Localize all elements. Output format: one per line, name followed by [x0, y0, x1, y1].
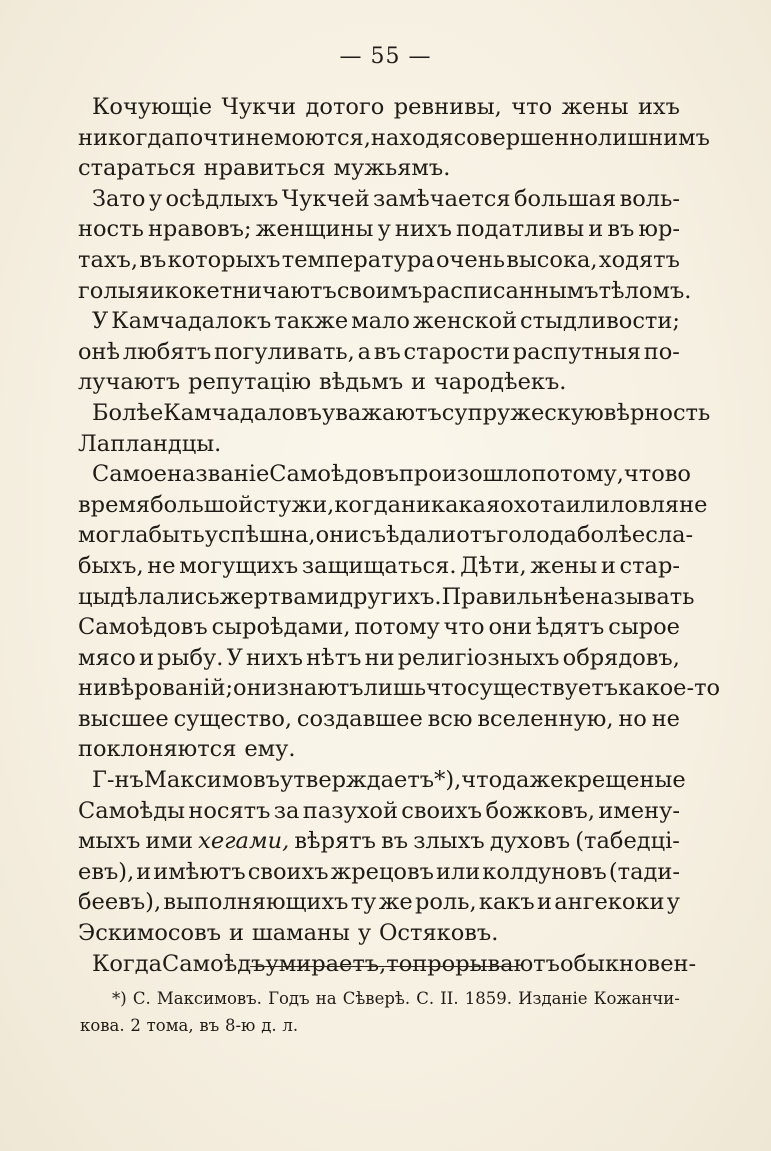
word: податливы — [456, 216, 585, 243]
word: ни — [364, 644, 395, 671]
word: II. — [440, 989, 459, 1008]
body-line — [78, 582, 695, 613]
word: Самое — [92, 461, 167, 488]
body-line — [78, 367, 680, 398]
word: злыхъ — [413, 828, 485, 855]
word: же — [378, 889, 413, 916]
word: и — [149, 277, 165, 304]
word: 1859. — [464, 989, 512, 1008]
word: супружескую — [441, 399, 604, 426]
word: произошло — [398, 461, 532, 488]
word: Правильнѣе — [441, 583, 586, 610]
word: хегами, — [198, 828, 290, 855]
body-line — [78, 643, 680, 674]
word: время — [78, 491, 151, 518]
word: Чукчи — [221, 94, 297, 120]
word: стужи, — [253, 491, 335, 518]
word: жены — [561, 94, 629, 120]
word: голыя — [78, 277, 150, 304]
footnote-line — [80, 985, 680, 1012]
body-line — [78, 153, 680, 184]
word: ловля — [610, 491, 680, 518]
word: они — [233, 675, 277, 702]
body-line — [78, 398, 711, 429]
word: нѣтъ — [306, 644, 362, 671]
word: не — [147, 552, 176, 579]
word: С. — [132, 989, 151, 1008]
word: совершенно — [453, 124, 598, 151]
word: поклоняются — [78, 736, 237, 763]
word: и — [139, 644, 154, 671]
body-line — [78, 796, 680, 827]
word: пазухой — [302, 797, 398, 824]
word: духовъ — [489, 828, 571, 855]
word: что — [623, 461, 665, 488]
word: ѣдятъ — [535, 614, 605, 641]
word: жены — [530, 552, 598, 579]
word: чародѣекъ. — [433, 369, 567, 396]
word: находя — [370, 124, 454, 151]
word: С. — [416, 989, 435, 1008]
word: ими — [145, 828, 194, 855]
word: въ — [381, 828, 409, 855]
word: успѣшна, — [204, 522, 316, 549]
word: какъ — [478, 889, 535, 916]
word: вѣрность — [603, 399, 711, 426]
body-line — [78, 459, 691, 490]
body-line — [78, 704, 680, 735]
word: дѣлались — [110, 583, 220, 610]
word: ходятъ — [598, 246, 680, 273]
word: даже — [502, 767, 564, 794]
footnote-line — [80, 1012, 680, 1039]
word: температура — [281, 246, 435, 273]
word: также — [274, 308, 349, 335]
word: д. — [261, 1016, 277, 1035]
word: юр- — [638, 216, 680, 243]
word: погуливать, — [214, 338, 355, 365]
word: вѣрятъ — [294, 828, 376, 855]
body-line — [78, 826, 680, 857]
word: въ — [199, 1016, 220, 1035]
word: Сѣверѣ. — [342, 989, 411, 1008]
word: что — [443, 614, 485, 641]
body-line — [78, 184, 680, 215]
word: не — [245, 124, 274, 151]
word: вѣдьмъ — [319, 369, 404, 396]
word: которыхъ — [167, 246, 281, 273]
word: высока, — [506, 246, 598, 273]
word: потому, — [531, 461, 624, 488]
word: лишнимъ — [597, 124, 710, 151]
word: Дѣти, — [460, 552, 527, 579]
word: отъ — [456, 522, 497, 549]
word: у — [148, 185, 163, 212]
body-text — [78, 92, 721, 979]
body-line — [78, 918, 680, 949]
word: и — [588, 216, 604, 243]
word: не — [679, 491, 708, 518]
word: Когда — [92, 950, 163, 977]
word: а — [357, 338, 372, 365]
body-line — [78, 92, 680, 123]
word: У — [92, 308, 109, 335]
word: Самоѣдовъ — [78, 614, 208, 641]
word: создавшее — [296, 705, 423, 732]
body-line — [78, 949, 697, 980]
word: или — [565, 491, 611, 518]
word: нравовъ; — [147, 216, 252, 243]
word: Эскимосовъ — [78, 920, 222, 947]
word: въ — [139, 246, 167, 273]
word: Лапландцы. — [78, 430, 222, 457]
word: у — [357, 920, 372, 947]
word: и — [537, 889, 553, 916]
word: высшее — [78, 705, 169, 732]
word: стар- — [619, 552, 680, 579]
word: съѣдали — [359, 522, 457, 549]
word: во — [664, 461, 691, 488]
word: кокетничаютъ — [164, 277, 337, 304]
body-line — [78, 887, 680, 918]
word: жрецовъ — [330, 858, 434, 885]
word: и — [600, 552, 616, 579]
word: репутацію — [188, 369, 312, 396]
body-line — [78, 214, 680, 245]
word: тахъ, — [78, 246, 139, 273]
word: У — [226, 644, 243, 671]
word: своихъ — [401, 797, 483, 824]
word: воль- — [619, 185, 680, 212]
word: нихъ — [394, 216, 452, 243]
word: Самоѣды — [78, 797, 186, 824]
word: и — [136, 858, 152, 885]
word: ангекоки — [554, 889, 665, 916]
word: что — [511, 94, 553, 120]
word: Остяковъ. — [378, 920, 499, 947]
body-line — [78, 673, 721, 704]
word: въ — [373, 338, 401, 365]
word: не — [651, 705, 680, 732]
word: когда — [334, 491, 402, 518]
word: Зато — [92, 185, 146, 212]
word: Кочующіе — [92, 94, 213, 120]
word: защищаться. — [301, 552, 457, 579]
word: своимъ — [336, 277, 423, 304]
footnote-separator — [250, 966, 518, 967]
body-line — [78, 306, 680, 337]
word: стыдливости; — [520, 308, 680, 335]
body-line — [78, 123, 710, 154]
word: дотого — [305, 94, 385, 120]
word: жертвами — [219, 583, 340, 610]
word: всю — [427, 705, 473, 732]
word: 2 — [130, 1016, 141, 1035]
word: потому — [354, 614, 440, 641]
body-line — [78, 245, 680, 276]
word: обыкновен- — [559, 950, 697, 977]
word: существуетъ — [466, 675, 619, 702]
word: очень — [435, 246, 505, 273]
word: крещеные — [563, 767, 686, 794]
word: евъ), — [78, 858, 135, 885]
word: нравиться — [203, 155, 326, 182]
word: нихъ — [245, 644, 303, 671]
word: обрядовъ, — [562, 644, 680, 671]
word: большая — [514, 185, 617, 212]
word: умираетъ, — [265, 950, 387, 977]
word: своихъ — [247, 858, 329, 885]
body-line — [78, 765, 686, 796]
word: но — [618, 705, 647, 732]
word: Камчадаловъ — [163, 399, 322, 426]
word: сыроѣдами, — [211, 614, 351, 641]
word: ревнивы, — [393, 94, 502, 120]
word: у — [666, 889, 680, 916]
word: имену- — [598, 797, 680, 824]
word: Г-нъ — [92, 767, 144, 794]
word: онѣ — [78, 338, 121, 365]
word: лишь — [363, 675, 427, 702]
word: 8-ю — [224, 1016, 256, 1035]
word: Камчадалокъ — [111, 308, 272, 335]
word: Максимовъ. — [156, 989, 262, 1008]
word: ихъ — [637, 94, 680, 120]
word: голода — [496, 522, 577, 549]
word: лучаютъ — [78, 369, 181, 396]
body-line — [78, 276, 692, 307]
word: женской — [412, 308, 518, 335]
word: (табедці- — [575, 828, 680, 855]
footnote — [80, 985, 680, 1039]
word: могущихъ — [179, 552, 299, 579]
word: болѣе — [576, 522, 646, 549]
word: Самоѣдъ — [162, 950, 266, 977]
word: (тади- — [608, 858, 680, 885]
word: знаютъ — [276, 675, 364, 702]
word: никогда — [78, 124, 175, 151]
word: могла — [78, 522, 149, 549]
word: они — [315, 522, 360, 549]
word: колдуновъ — [482, 858, 607, 885]
word: мыхъ — [78, 828, 141, 855]
word: тома, — [146, 1016, 194, 1035]
word: вѣрованій; — [108, 675, 234, 702]
word: ность — [78, 216, 144, 243]
word: носятъ — [188, 797, 271, 824]
word: рыбу. — [157, 644, 224, 671]
body-line — [78, 337, 680, 368]
word: за — [273, 797, 300, 824]
word: вселенную, — [477, 705, 614, 732]
body-line — [78, 857, 680, 888]
word: кова. — [80, 1016, 125, 1035]
word: цы — [78, 583, 111, 610]
word: Чукчей — [281, 185, 370, 212]
word: мясо — [78, 644, 136, 671]
word: шаманы — [251, 920, 350, 947]
word: имѣютъ — [153, 858, 246, 885]
word: другихъ. — [339, 583, 442, 610]
word: мужьямъ. — [333, 155, 451, 182]
word: расписаннымъ — [422, 277, 599, 304]
word: тѣломъ. — [598, 277, 692, 304]
word: л. — [282, 1016, 299, 1035]
word: прорываютъ — [412, 950, 560, 977]
word: Максимовъ — [143, 767, 280, 794]
word: *), — [434, 767, 462, 794]
word: и — [228, 920, 244, 947]
word: Болѣе — [92, 399, 164, 426]
word: никакая — [401, 491, 501, 518]
word: большой — [150, 491, 254, 518]
word: что — [461, 767, 503, 794]
word: Самоѣдовъ — [269, 461, 399, 488]
word: Изданіе — [518, 989, 588, 1008]
word: ту — [350, 889, 377, 916]
word: уважаютъ — [321, 399, 442, 426]
body-line — [78, 490, 708, 521]
word: называть — [585, 583, 695, 610]
page-number: — 55 — — [339, 44, 432, 69]
word: на — [315, 989, 337, 1008]
word: *) — [112, 989, 127, 1008]
word: осѣдлыхъ — [165, 185, 279, 212]
word: то — [386, 950, 413, 977]
word: любятъ — [122, 338, 212, 365]
word: ему. — [244, 736, 296, 763]
word: распутныя — [512, 338, 641, 365]
body-line — [78, 551, 680, 582]
word: сла- — [645, 522, 694, 549]
word: стараться — [78, 155, 196, 182]
word: ни — [78, 675, 108, 702]
word: охота — [500, 491, 566, 518]
word: старости — [403, 338, 511, 365]
word: религіозныхъ — [397, 644, 560, 671]
word: почти — [174, 124, 246, 151]
word: божковъ, — [485, 797, 595, 824]
word: или — [435, 858, 481, 885]
word: замѣчается — [372, 185, 511, 212]
word: сырое — [608, 614, 680, 641]
word: какое-то — [618, 675, 721, 702]
word: названіе — [167, 461, 270, 488]
word: выполняющихъ — [163, 889, 349, 916]
body-line — [78, 429, 680, 460]
word: у — [377, 216, 391, 243]
word: Кожанчи- — [593, 989, 680, 1008]
body-line — [78, 612, 680, 643]
word: существо, — [173, 705, 293, 732]
word: Годъ — [268, 989, 310, 1008]
word: въ — [607, 216, 635, 243]
body-line — [78, 734, 680, 765]
word: и — [411, 369, 427, 396]
word: они — [488, 614, 532, 641]
word: беевъ), — [78, 889, 162, 916]
body-line — [78, 520, 694, 551]
word: по- — [643, 338, 680, 365]
word: быхъ, — [78, 552, 144, 579]
word: моются, — [273, 124, 371, 151]
word: утверждаетъ — [279, 767, 435, 794]
word: женщины — [255, 216, 374, 243]
word: мало — [351, 308, 410, 335]
word: что — [426, 675, 467, 702]
word: быть — [148, 522, 205, 549]
word: роль, — [414, 889, 477, 916]
